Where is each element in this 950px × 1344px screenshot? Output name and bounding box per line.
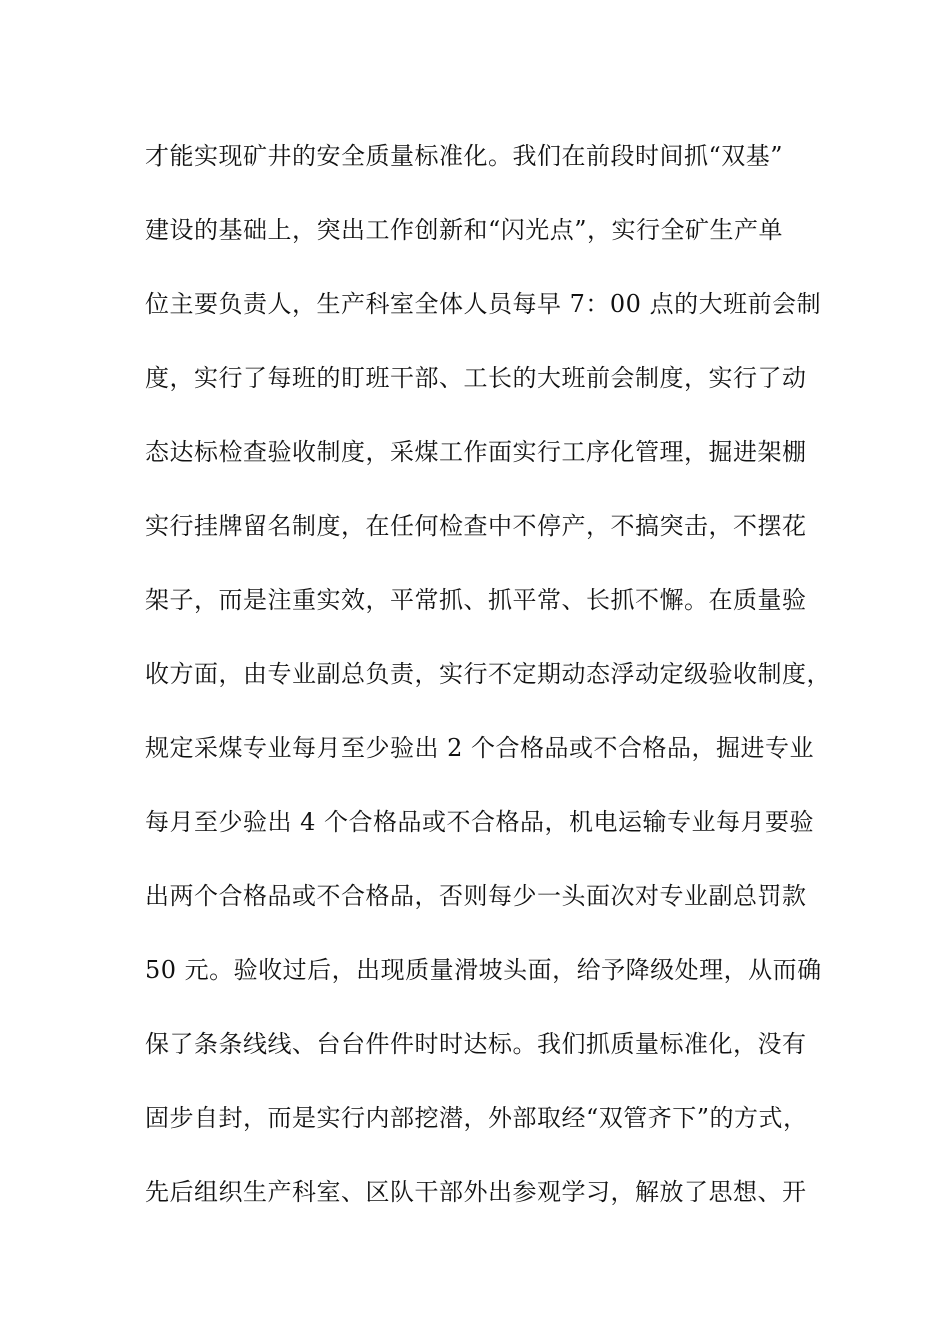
text-line: 50 元。验收过后，出现质量滑坡头面，给予降级处理，从而确 <box>145 956 822 984</box>
text-line: 先后组织生产科室、区队干部外出参观学习，解放了思想、开 <box>145 1178 807 1206</box>
text-line: 收方面，由专业副总负责，实行不定期动态浮动定级验收制度， <box>145 660 831 688</box>
text-line: 位主要负责人，生产科室全体人员每早 7：00 点的大班前会制 <box>145 290 822 318</box>
text-line: 每月至少验出 4 个合格品或不合格品，机电运输专业每月要验 <box>145 808 815 836</box>
text-line: 保了条条线线、台台件件时时达标。我们抓质量标准化，没有 <box>145 1030 807 1058</box>
text-line: 实行挂牌留名制度，在任何检查中不停产，不搞突击，不摆花 <box>145 512 807 540</box>
text-line: 建设的基础上，突出工作创新和“闪光点”，实行全矿生产单 <box>145 216 784 244</box>
text-line: 度，实行了每班的盯班干部、工长的大班前会制度，实行了动 <box>145 364 807 392</box>
text-line: 出两个合格品或不合格品，否则每少一头面次对专业副总罚款 <box>145 882 807 910</box>
text-line: 架子，而是注重实效，平常抓、抓平常、长抓不懈。在质量验 <box>145 586 807 614</box>
text-line: 态达标检查验收制度，采煤工作面实行工序化管理，掘进架棚 <box>145 438 807 466</box>
body-text <box>145 128 831 1238</box>
text-line: 固步自封，而是实行内部挖潜，外部取经“双管齐下”的方式， <box>145 1104 808 1132</box>
text-line: 规定采煤专业每月至少验出 2 个合格品或不合格品，掘进专业 <box>145 734 815 762</box>
text-line: 才能实现矿井的安全质量标准化。我们在前段时间抓“双基” <box>145 142 784 170</box>
